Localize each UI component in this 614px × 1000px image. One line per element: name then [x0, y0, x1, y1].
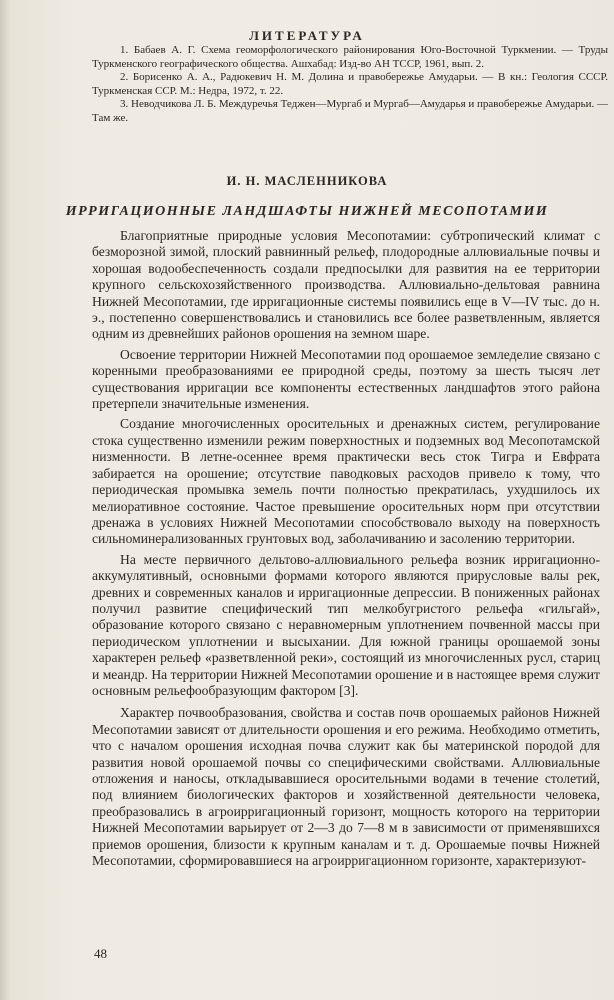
article-title: ИРРИГАЦИОННЫЕ ЛАНДШАФТЫ НИЖНЕЙ МЕСОПОТАМИИ	[65, 204, 549, 219]
article-paragraph: Создание многочисленных оросительных и дренажных систем, регулирование стока существенно изменили режим поверхностных и подземных вод Месопотамской низменности. В летне-осеннее время практически весь сток Тигра и Евфрата забирается на орошение; отсутствие паводковых расходов привело к тому, что периодическая промывка земель почти полностью прекратилась, ухудшилось их мелиоративное состояние. Частое превышение оросительных норм при отсутствии дренажа в условиях Нижней Месопотамии способствовало выходу на поверхность сильноминерализованных грунтовых вод, заболачиванию и засолению территории.	[92, 416, 600, 547]
article-paragraph: Характер почвообразования, свойства и состав почв орошаемых районов Нижней Месопотамии зависят от длительности орошения и его режима. Необходимо отметить, что с началом орошения исходная почва служит как бы материнской породой для развития новой орошаемой почвы со специфическими свойствами. Аллювиальные отложения и наносы, откладывавшиеся оросительными водами в течение столетий, под влиянием биологических факторов и хозяйственной деятельности человека, преобразовались в агроирригационный горизонт, мощность которого на территории Нижней Месопотамии варьирует от 2—3 до 7—8 м в зависимости от применявшихся приемов орошения, близости к крупным каналам и т. д. Орошаемые почвы Нижней Месопотамии, сформировавшиеся на агроирригационном горизонте, характеризуют-	[92, 705, 600, 869]
reference-list	[92, 44, 608, 125]
article-author: И. Н. МАСЛЕННИКОВА	[226, 174, 388, 188]
article-paragraph: Благоприятные природные условия Месопотамии: субтропический климат с безморозной зимой, плоский равнинный рельеф, плодородные аллювиальные почвы и хорошая водообеспеченность создали предпосылки для развития на ее территории крупного сельскохозяйственного производства. Аллювиально-дельтовая равнина Нижней Месопотамии, где ирригационные системы появились еще в V—IV тыс. до н. э., постепенно совершенствовались и становились все более разветвленным, является одним из древнейших районов орошения на земном шаре.	[92, 228, 600, 342]
article-paragraph: Освоение территории Нижней Месопотамии под орошаемое земледелие связано с коренными преобразованиями ее природной среды, поэтому за шесть тысяч лет существования ирригации все компоненты естественных ландшафтов этого района претерпели значительные изменения.	[92, 346, 600, 412]
reference-item: 1. Бабаев А. Г. Схема геоморфологического районирования Юго-Восточной Туркмении. — Труды Туркменского географического общества. Ашхабад: Изд-во АН ТССР, 1961, вып. 2.	[92, 44, 608, 70]
reference-item: 3. Неводчикова Л. Б. Междуречья Теджен—Мургаб и Мургаб—Амударья и правобережье Амударьи. — Там же.	[92, 98, 608, 124]
page-spine-shadow	[0, 0, 10, 1000]
article-paragraph: На месте первичного дельтово-аллювиального рельефа возник ирригационно-аккумулятивный, основными формами которого являются прирусловые валы рек, древних и современных каналов и ирригационные депрессии. В пониженных районах получил развитие специфический тип мелкобугристого рельефа «гильгай», образование которого связано с неравномерным уплотнением почвенной массы при периодическом уплотнении и высыхании. Для южной границы орошаемой зоны характерен рельеф «разветвленной реки», состоящий из многочисленных русл, стариц и меандр. На территории Нижней Месопотамии орошение и в настоящее время служит основным рельефообразующим фактором [3].	[92, 551, 600, 698]
literature-heading: ЛИТЕРАТУРА	[249, 28, 365, 43]
reference-item: 2. Борисенко А. А., Радюкевич Н. М. Долина и правобережье Амударьи. — В кн.: Геология СССР. Туркменская ССР. М.: Недра, 1972, т. 22.	[92, 71, 608, 97]
article-body	[92, 228, 600, 873]
page-number: 48	[94, 946, 107, 961]
